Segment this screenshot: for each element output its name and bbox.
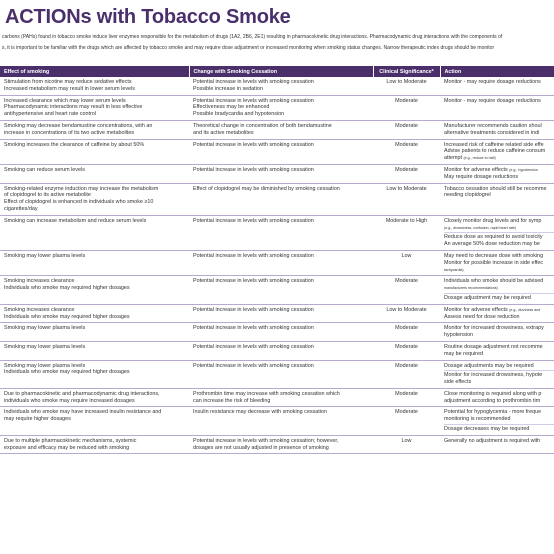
table-header-row	[0, 66, 554, 77]
action-line	[444, 438, 554, 445]
change-cell-line: Effect of clopidogrel may be diminished by smoking cessation	[193, 185, 340, 192]
table-row	[0, 407, 554, 435]
effect-cell-line: individuals who smoke may require increased dosages	[4, 397, 135, 404]
action-text: Dosage decreases may be required	[444, 426, 530, 433]
intro-text-line-1: carbons (PAHs) found in tobacco smoke induce liver enzymes responsible for the metabolism of drugs (1A2, 2B6, 2E1) resulting in pharmacokinetic drug interactions. Pharmacodynamic drug interactions with the components of	[2, 34, 503, 40]
interactions-table	[0, 66, 554, 454]
effect-cell-line: of clopidogrel to its active metabolite	[4, 192, 91, 199]
action-line	[444, 155, 554, 162]
effect-cell	[0, 77, 189, 95]
action-line	[444, 79, 554, 86]
action-line	[444, 267, 554, 274]
significance-cell: Low to Moderate	[373, 77, 440, 95]
action-text: side effects	[444, 379, 472, 386]
action-line	[444, 398, 554, 405]
action-text: Reduce dose as required to avoid toxicity	[444, 234, 543, 241]
effect-cell	[0, 341, 189, 360]
action-text: attempt	[444, 155, 464, 162]
action-line	[444, 370, 554, 379]
change-cell	[189, 215, 373, 250]
action-cell	[440, 250, 554, 275]
action-note: (e.g., dizziness and	[509, 307, 541, 312]
effect-cell	[0, 120, 189, 139]
action-text: Routine dosage adjustment not recomme	[444, 343, 543, 350]
effect-cell-line: Smoking may lower plasma levels	[4, 343, 86, 350]
change-cell	[189, 435, 373, 454]
action-text: Manufacturer recommends caution shoul	[444, 122, 542, 129]
action-text: Potential for hypoglycemia - more freque	[444, 409, 542, 416]
significance-cell: Moderate to High	[373, 215, 440, 250]
action-line	[444, 253, 554, 260]
action-text: Dosage adjustments may be required	[444, 362, 534, 369]
action-cell	[440, 95, 554, 120]
action-text: May need to decrease dose with smoking	[444, 252, 544, 259]
change-cell	[189, 388, 373, 407]
action-line	[444, 363, 554, 370]
change-cell-line: can increase the risk of bleeding	[193, 397, 271, 404]
change-cell-line: Potential increase in levels with smoking cessation	[193, 97, 314, 104]
action-text: hypotension	[444, 332, 474, 339]
action-cell	[440, 276, 554, 304]
page-title: ACTIONs with Tobacco Smoke	[5, 6, 291, 28]
significance-cell: Moderate	[373, 360, 440, 388]
effect-cell-line: Smoking may lower plasma levels	[4, 362, 86, 369]
action-cell	[440, 407, 554, 435]
action-text: Assess need for dose reduction	[444, 313, 520, 320]
significance-cell: Low	[373, 250, 440, 275]
action-text: adjustment according to prothrombin tim	[444, 397, 541, 404]
change-cell	[189, 360, 373, 388]
action-text: needing clopidogrel	[444, 192, 491, 199]
effect-cell-line: may require higher dosages	[4, 416, 71, 423]
action-line	[444, 186, 554, 193]
action-text: Tobacco cessation should still be recomme	[444, 185, 547, 192]
effect-cell-line: cigarettes/day	[4, 205, 38, 212]
change-cell-line: Potential increase in levels with smoking cessation	[193, 166, 314, 173]
action-line	[444, 278, 554, 285]
effect-cell-line: Smoking may decrease bendamustine concentrations, with an	[4, 122, 153, 129]
action-note: tachycardia)	[444, 267, 464, 272]
effect-cell-line: Individuals who smoke may required higher dosages	[4, 285, 130, 292]
action-line	[444, 174, 554, 181]
effect-cell-line: Individuals who smoke may required higher dosages	[4, 369, 130, 376]
action-line	[444, 379, 554, 386]
effect-cell-line: Stimulation from nicotine may reduce sedative effects	[4, 79, 132, 85]
effect-cell-line: antihypertensive and heart rate control	[4, 111, 96, 118]
action-text: Monitor for adverse effects	[444, 166, 510, 173]
effect-cell	[0, 183, 189, 215]
significance-cell: Moderate	[373, 276, 440, 304]
action-line	[444, 332, 554, 339]
effect-cell-line: Smoking may lower plasma levels	[4, 252, 86, 259]
action-text: Monitor for increased drowsiness, hypote	[444, 372, 543, 379]
action-cell	[440, 360, 554, 388]
action-cell	[440, 341, 554, 360]
significance-cell: Low to Moderate	[373, 304, 440, 323]
effect-cell-line: Smoking increases the clearance of caffeine by about 50%	[4, 141, 145, 148]
effect-cell-line: Smoking-related enzyme induction may increase the metabolism	[4, 185, 159, 192]
effect-cell	[0, 95, 189, 120]
change-cell-line: Potential increase in levels with smoking cessation	[193, 362, 314, 369]
significance-cell: Moderate	[373, 120, 440, 139]
effect-cell-line: Effect of clopidogrel is enhanced in individuals who smoke ≥10	[4, 199, 154, 206]
change-cell-line: Potential increase in levels with smoking cessation	[193, 141, 314, 148]
action-cell	[440, 323, 554, 342]
significance-cell: Moderate	[373, 323, 440, 342]
table-row	[0, 276, 554, 304]
change-cell-line: Possible bradycardia and hypotension	[193, 111, 285, 118]
action-text: Dosage adjustment may be required	[444, 294, 531, 301]
action-cell	[440, 304, 554, 323]
action-note: (e.g., reduce to half)	[463, 156, 496, 161]
effect-cell-line: Smoking may lower plasma levels	[4, 325, 86, 332]
change-cell-line: Potential increase in levels with smoking cessation	[193, 217, 314, 224]
action-cell	[440, 215, 554, 250]
header-change-with-cessation: Change with Smoking Cessation	[189, 66, 373, 77]
table-row	[0, 304, 554, 323]
action-text: Increased risk of caffeine related side effe	[444, 141, 544, 148]
change-cell-line: Potential increase in levels with smoking cessation	[193, 79, 314, 85]
change-cell	[189, 407, 373, 435]
action-line	[444, 142, 554, 149]
effect-cell-line: Due to pharmacokinetic and pharmacodynamic drug interactions,	[4, 390, 160, 397]
table-row	[0, 120, 554, 139]
effect-cell	[0, 435, 189, 454]
action-text: An average 50% dose reduction may be	[444, 241, 540, 248]
action-text: monitoring is recommended	[444, 416, 511, 423]
change-cell	[189, 183, 373, 215]
change-cell-line: Potential increase in levels with smoking cessation	[193, 306, 314, 313]
effect-cell	[0, 304, 189, 323]
action-line	[444, 148, 554, 155]
table-row	[0, 215, 554, 250]
change-cell-line: Prothrombin time may increase with smoking cessation which	[193, 390, 340, 397]
significance-cell: Low to Moderate	[373, 183, 440, 215]
action-text: Monitor for possible increase in side effec	[444, 259, 544, 266]
action-note: (e.g., hypotension	[509, 167, 538, 172]
effect-cell	[0, 139, 189, 164]
effect-cell-line: exposure and efficacy may be reduced with smoking	[4, 444, 130, 451]
change-cell-line: Possible increase in sedation	[193, 85, 263, 92]
effect-cell-line: Individuals who smoke may required higher dosages	[4, 313, 130, 320]
action-line	[444, 232, 554, 241]
change-cell	[189, 139, 373, 164]
action-line	[444, 285, 554, 292]
action-line	[444, 225, 554, 232]
significance-cell: Low	[373, 435, 440, 454]
change-cell	[189, 323, 373, 342]
change-cell	[189, 95, 373, 120]
effect-cell	[0, 323, 189, 342]
action-text: Individuals who smoke should be advised	[444, 278, 544, 285]
action-line	[444, 218, 554, 225]
action-text: Monitor - may require dosage reductions	[444, 79, 541, 85]
action-cell	[440, 435, 554, 454]
action-line	[444, 391, 554, 398]
effect-cell	[0, 360, 189, 388]
action-line	[444, 409, 554, 416]
action-line	[444, 325, 554, 332]
effect-cell-line: Increased metabolism may result in lower serum levels	[4, 85, 135, 92]
table-row	[0, 388, 554, 407]
header-action: Action	[440, 66, 554, 77]
action-text: Monitor - may require dosage reductions	[444, 97, 541, 104]
action-cell	[440, 120, 554, 139]
table-body	[0, 77, 554, 454]
change-cell-line: Theoretical change in concentration of both bendamustine	[193, 122, 332, 129]
change-cell-line: dosages are not usually adjusted in presence of smoking	[193, 444, 329, 451]
effect-cell-line: Smoking can reduce serum levels	[4, 166, 85, 173]
significance-cell: Moderate	[373, 164, 440, 183]
effect-cell	[0, 215, 189, 250]
action-line	[444, 130, 554, 137]
change-cell	[189, 276, 373, 304]
action-text: Generally no adjustment is required with	[444, 437, 541, 444]
table-row	[0, 139, 554, 164]
action-text: may be required	[444, 350, 483, 357]
effect-cell-line: Smoking increases clearance	[4, 278, 75, 285]
action-line	[444, 293, 554, 302]
action-line	[444, 416, 554, 423]
intro-text-line-2: s, it is important to be familiar with the drugs which are affected by tobacco smoke and may require dose adjustment or increased monitoring when smoking status changes. Narrow therapeutic index drugs should be monitor	[2, 45, 495, 51]
action-cell	[440, 139, 554, 164]
action-text: Monitor for increased drowsiness, extrapy	[444, 325, 544, 332]
table-row	[0, 250, 554, 275]
significance-cell: Moderate	[373, 341, 440, 360]
change-cell	[189, 304, 373, 323]
change-cell-line: Effectiveness may be enhanced	[193, 104, 270, 111]
table-row	[0, 341, 554, 360]
action-text: Monitor for adverse effects	[444, 306, 510, 313]
significance-cell: Moderate	[373, 139, 440, 164]
change-cell-line: Potential increase in levels with smoking cessation	[193, 278, 314, 285]
effect-cell-line: Smoking increases clearance	[4, 306, 75, 313]
effect-cell	[0, 407, 189, 435]
table-row	[0, 360, 554, 388]
effect-cell-line: Pharmacodynamic interactions may result in less effective	[4, 104, 143, 111]
change-cell	[189, 164, 373, 183]
action-text: alternative treatments considered in indi	[444, 129, 540, 136]
action-line	[444, 98, 554, 105]
action-text: May require dosage reductions	[444, 173, 519, 180]
change-cell-line: Potential increase in levels with smoking cessation	[193, 343, 314, 350]
change-cell	[189, 120, 373, 139]
action-line	[444, 307, 554, 314]
action-cell	[440, 164, 554, 183]
header-clinical-significance: Clinical Significance*	[373, 66, 440, 77]
action-line	[444, 241, 554, 248]
action-line	[444, 260, 554, 267]
effect-cell-line: Increased clearance which may lower serum levels	[4, 97, 126, 104]
effect-cell-line: increase in concentrations of its two active metabolites	[4, 129, 135, 136]
action-text: Close monitoring is required along with p	[444, 390, 542, 397]
action-cell	[440, 388, 554, 407]
change-cell-line: Insulin resistance may decrease with smoking cessation	[193, 409, 327, 416]
change-cell-line: Potential increase in levels with smoking cessation	[193, 325, 314, 332]
table-row	[0, 435, 554, 454]
effect-cell	[0, 250, 189, 275]
significance-cell: Moderate	[373, 407, 440, 435]
effect-cell	[0, 276, 189, 304]
action-note: manufacturers recommendations)	[444, 286, 498, 291]
effect-cell-line: Individuals who smoke may have increased insulin resistance and	[4, 409, 162, 416]
header-effect-of-smoking: Effect of smoking	[0, 66, 189, 77]
action-line	[444, 424, 554, 433]
effect-cell	[0, 164, 189, 183]
action-line	[444, 351, 554, 358]
action-line	[444, 344, 554, 351]
change-cell-line: Potential increase in levels with smoking cessation	[193, 252, 314, 259]
action-text: Advise patients to reduce caffeine consum	[444, 148, 546, 155]
effect-cell-line: Due to multiple pharmacokinetic mechanisms, systemic	[4, 437, 137, 444]
change-cell	[189, 250, 373, 275]
significance-cell: Moderate	[373, 95, 440, 120]
action-cell	[440, 183, 554, 215]
action-line	[444, 314, 554, 321]
effect-cell	[0, 388, 189, 407]
action-cell	[440, 77, 554, 95]
table-row	[0, 183, 554, 215]
table-row	[0, 323, 554, 342]
change-cell	[189, 77, 373, 95]
significance-cell: Moderate	[373, 388, 440, 407]
table-row	[0, 95, 554, 120]
interactions-table-container	[0, 66, 554, 554]
change-cell	[189, 341, 373, 360]
effect-cell-line: Smoking can increase metabolism and reduce serum levels	[4, 217, 147, 224]
action-line	[444, 192, 554, 199]
action-text: Closely monitor drug levels and for symp	[444, 217, 542, 224]
action-note: (e.g., drowsiness, confusion, rapid heart rate)	[444, 225, 517, 230]
change-cell-line: and its active metabolites	[193, 129, 254, 136]
action-line	[444, 123, 554, 130]
change-cell-line: Potential increase in levels with smoking cessation; however,	[193, 437, 339, 444]
table-row	[0, 77, 554, 95]
action-line	[444, 167, 554, 174]
table-row	[0, 164, 554, 183]
